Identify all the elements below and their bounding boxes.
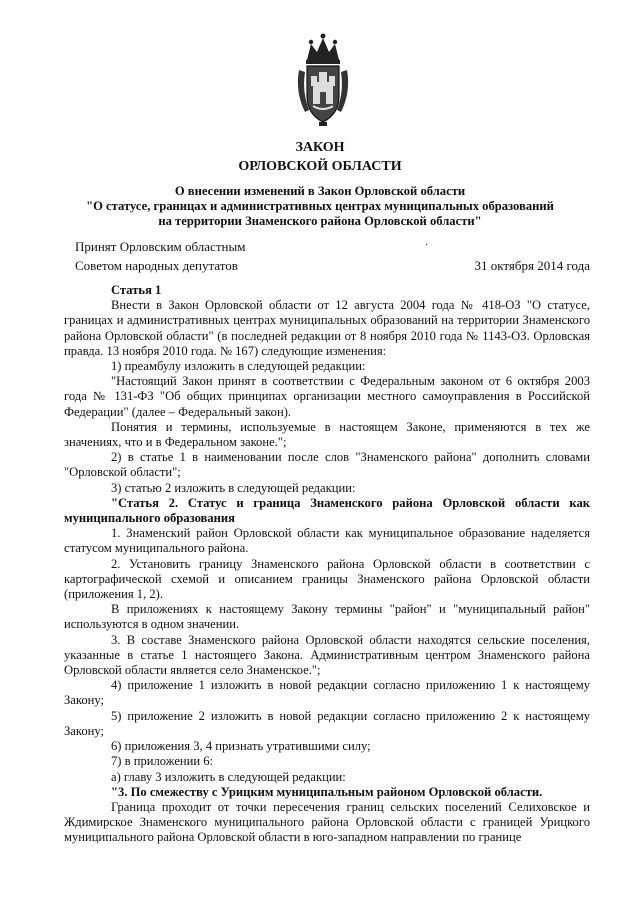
adoption-date: 31 октября 2014 года bbox=[474, 258, 590, 273]
law-title: ЗАКОН bbox=[295, 140, 345, 155]
subtitle-line: "О статусе, границах и административных центрах муниципальных образований bbox=[86, 199, 554, 213]
body-paragraph: 3) статью 2 изложить в следующей редакции: bbox=[111, 480, 356, 495]
body-paragraph: 2. Установить границу Знаменского района Орловской области в соответствии с картографической схемой и описанием границы Знаменского района Орловской области (приложения 1, 2). bbox=[64, 556, 590, 602]
body-paragraph: 1. Знаменский район Орловской области как муниципальное образование наделяется статусом муниципального района. bbox=[64, 526, 590, 556]
subtitle-line: О внесении изменений в Закон Орловской области bbox=[174, 184, 466, 198]
body-paragraph: 7) в приложении 6: bbox=[111, 754, 214, 769]
body-paragraph: 3. В составе Знаменского района Орловской области находятся сельские поселения, указанные в статье 1 настоящего Закона. Административным центром Знаменского района Орловской области является село Знаменское."; bbox=[64, 632, 590, 678]
body-paragraph: 6) приложения 3, 4 признать утратившими силу; bbox=[111, 739, 371, 754]
adopted-by-line: Советом народных депутатов bbox=[75, 258, 238, 273]
adopted-by-line: Принят Орловским областным bbox=[75, 239, 246, 254]
body-paragraph: "Настоящий Закон принят в соответствии с Федеральным законом от 6 октября 2003 года № 131-ФЗ "Об общих принципах организации местного самоуправления в Российской Федерации" (далее – Федеральный закон). bbox=[64, 374, 590, 419]
law-region: ОРЛОВСКОЙ ОБЛАСТИ bbox=[238, 159, 402, 174]
law-subtitle bbox=[0, 184, 640, 229]
body-paragraph: Граница проходит от точки пересечения границ сельских поселений Селиховское и Ждимирское Знаменского муниципального района Орловской области с границей Урицкого муниципального района Орловской области в юго-западном направлении по границе bbox=[64, 799, 590, 845]
body-heading: "Статья 2. Статус и граница Знаменского района Орловской области как муниципального образования bbox=[64, 495, 590, 526]
law-body bbox=[64, 283, 590, 846]
coat-of-arms-icon bbox=[293, 30, 353, 128]
body-paragraph: В приложениях к настоящему Закону термины "район" и "муниципальный район" используются в одном значении. bbox=[64, 602, 590, 632]
body-heading: Статья 1 bbox=[111, 283, 162, 297]
body-paragraph: 1) преамбулу изложить в следующей редакции: bbox=[111, 359, 366, 374]
body-heading: "3. По смежеству с Урицким муниципальным районом Орловской области. bbox=[111, 784, 543, 799]
subtitle-line: на территории Знаменского района Орловской области" bbox=[158, 214, 482, 228]
body-paragraph: Понятия и термины, используемые в настоящем Законе, применяются в тех же значениях, что и в Федеральном законе."; bbox=[64, 419, 590, 450]
body-paragraph: 2) в статье 1 в наименовании после слов "Знаменского района" дополнить словами "Орловской области"; bbox=[64, 450, 590, 480]
body-paragraph: 5) приложение 2 изложить в новой редакции согласно приложению 2 к настоящему Закону; bbox=[64, 708, 590, 738]
body-paragraph: а) главу 3 изложить в следующей редакции: bbox=[111, 769, 346, 784]
body-paragraph: 4) приложение 1 изложить в новой редакции согласно приложению 1 к настоящему Закону; bbox=[64, 678, 590, 708]
adoption-info bbox=[75, 237, 245, 275]
scan-speck: · bbox=[425, 240, 429, 251]
body-paragraph: Внести в Закон Орловской области от 12 августа 2004 года № 418-ОЗ "О статусе, границах и административных центрах муниципальных образований на территории Знаменского района Орловской области" (в последней редакции от 8 ноября 2010 года № 1143-ОЗ. Орловская правда. 13 ноября 2010 года. № 167) следующие изменения: bbox=[64, 298, 590, 358]
